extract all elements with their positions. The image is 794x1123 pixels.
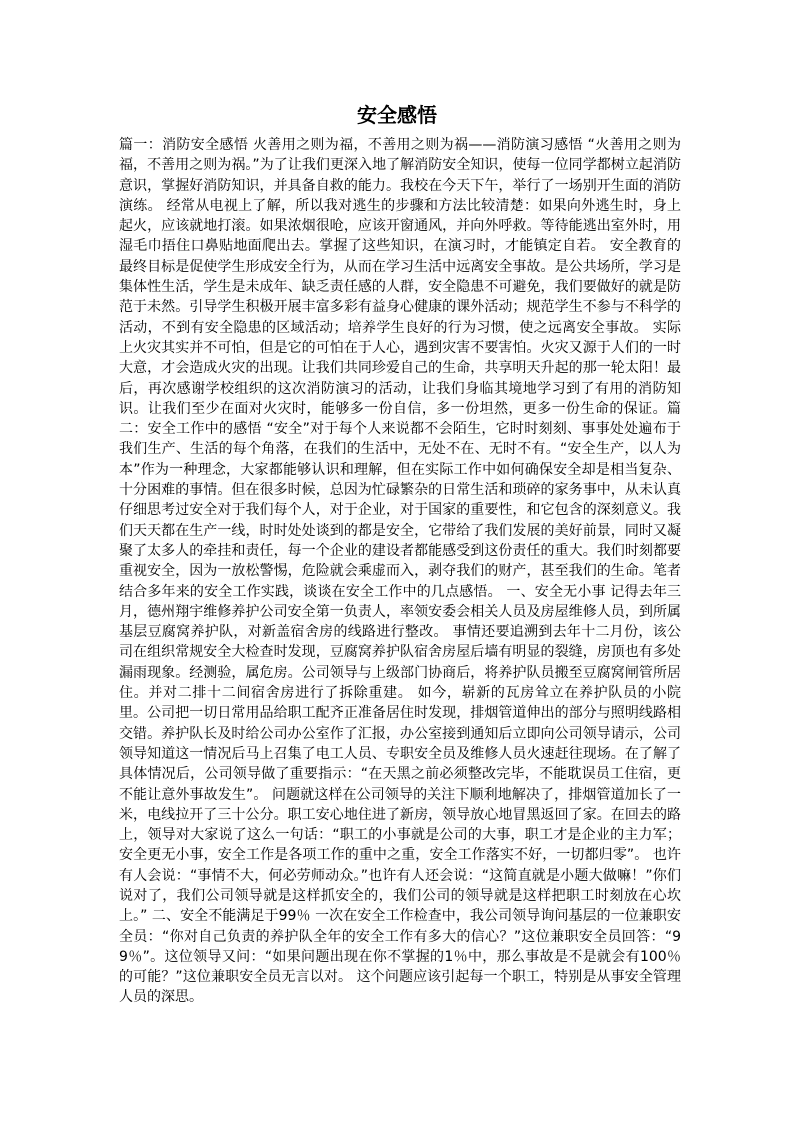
document-title: 安全感悟 [357,103,437,127]
document-body-text: 篇一：消防安全感悟 火善用之则为福，不善用之则为祸——消防演习感悟 “火善用之则为福，不善用之则为祸。”为了让我们更深入地了解消防安全知识，使每一位同学都树立起消防意识，掌握好消防知识，并具备自救的能力。我校在今天下午，举行了一场别开生面的消防演练。 经常从电视上了解，所以我对逃生的步骤和方法比较清楚：如果向外逃生时，身上起火，应该就地打滚。如果浓烟很呛，应该开窗通风，并向外呼救。等待能逃出室外时，用湿毛巾捂住口鼻贴地面爬出去。掌握了这些知识，在演习时，才能镇定自若。 安全教育的最终目标是促使学生形成安全行为，从而在学习生活中远离安全事故。是公共场所，学习是集体性生活，学生是未成年、缺乏责任感的人群，安全隐患不可避免，我们要做好的就是防范于未然。引导学生积极开展丰富多彩有益身心健康的课外活动；规范学生不参与不科学的活动，不到有安全隐患的区域活动；培养学生良好的行为习惯，使之远离安全事故。 实际上火灾其实并不可怕，但是它的可怕在于人心，遇到灾害不要害怕。火灾又源于人们的一时大意，才会造成火灾的出现。让我们共同珍爱自己的生命，共享明天升起的那一轮太阳！最后，再次感谢学校组织的这次消防演习的活动，让我们身临其境地学习到了有用的消防知识。让我们至少在面对火灾时，能够多一份自信，多一份坦然，更多一份生命的保证。篇二：安全工作中的感悟 “安全”对于每个人来说都不会陌生，它时时刻刻、事事处处遍布于我们生产、生活的每个角落，在我们的生活中，无处不在、无时不有。“安全生产，以人为本”作为一种理念，大家都能够认识和理解，但在实际工作中如何确保安全却是相当复杂、十分困难的事情。但在很多时候，总因为忙碌繁杂的日常生活和琐碎的家务事中，从未认真仔细思考过安全对于我们每个人，对于企业，对于国家的重要性，和它包含的深刻意义。我们天天都在生产一线，时时处处谈到的都是安全，它带给了我们发展的美好前景，同时又凝聚了太多人的牵挂和责任，每一个企业的建设者都能感受到这份责任的重大。我们时刻都要重视安全，因为一放松警惕，危险就会乘虚而入，剥夺我们的财产，甚至我们的生命。笔者结合多年来的安全工作实践，谈谈在安全工作中的几点感悟。 一、安全无小事 记得去年三月，德州翔宇维修养护公司安全第一负责人，率领安委会相关人员及房屋维修人员，到所属基层豆腐窝养护队，对新盖宿舍房的线路进行整改。 事情还要追溯到去年十二月份，该公司在组织常规安全大检查时发现，豆腐窝养护队宿舍房屋后墙有明显的裂缝，房顶也有多处漏雨现象。经测验，属危房。公司领导与上级部门协商后，将养护队员搬至豆腐窝闸管所居住。并对二排十二间宿舍房进行了拆除重建。 如今，崭新的瓦房耸立在养护队员的小院里。公司把一切日常用品给职工配齐正准备居住时发现，排烟管道伸出的部分与照明线路相交错。养护队长及时给公司办公室作了汇报，办公室接到通知后立即向公司领导请示，公司领导知道这一情况后马上召集了电工人员、专职安全员及维修人员火速赶往现场。在了解了具体情况后，公司领导做了重要指示：“在天黑之前必须整改完毕，不能耽误员工住宿，更不能让意外事故发生”。 问题就这样在公司领导的关注下顺利地解决了，排烟管道加长了一米，电线拉开了三十公分。职工安心地住进了新房，领导放心地冒黑返回了家。在回去的路上，领导对大家说了这么一句话：“职工的小事就是公司的大事，职工才是企业的主力军；安全更无小事，安全工作是各项工作的重中之重，安全工作落实不好，一切都归零”。 也许有人会说：“事情不大，何必劳师动众。”也许有人还会说：“这简直就是小题大做嘛！”你们说对了，我们公司领导就是这样抓安全的，我们公司的领导就是这样把职工时刻放在心坎上。” 二、安全不能满足于99％ 一次在安全工作检查中，我公司领导询问基层的一位兼职安全员：“你对自己负责的养护队全年的安全工作有多大的信心？”这位兼职安全员回答：“99％”。这位领导又问：“如果问题出现在你不掌握的1％中，那么事故是不是就会有100％的可能？”这位兼职安全员无言以对。 这个问题应该引起每一个职工，特别是从事安全管理人员的深思。 [119,137,681,1006]
